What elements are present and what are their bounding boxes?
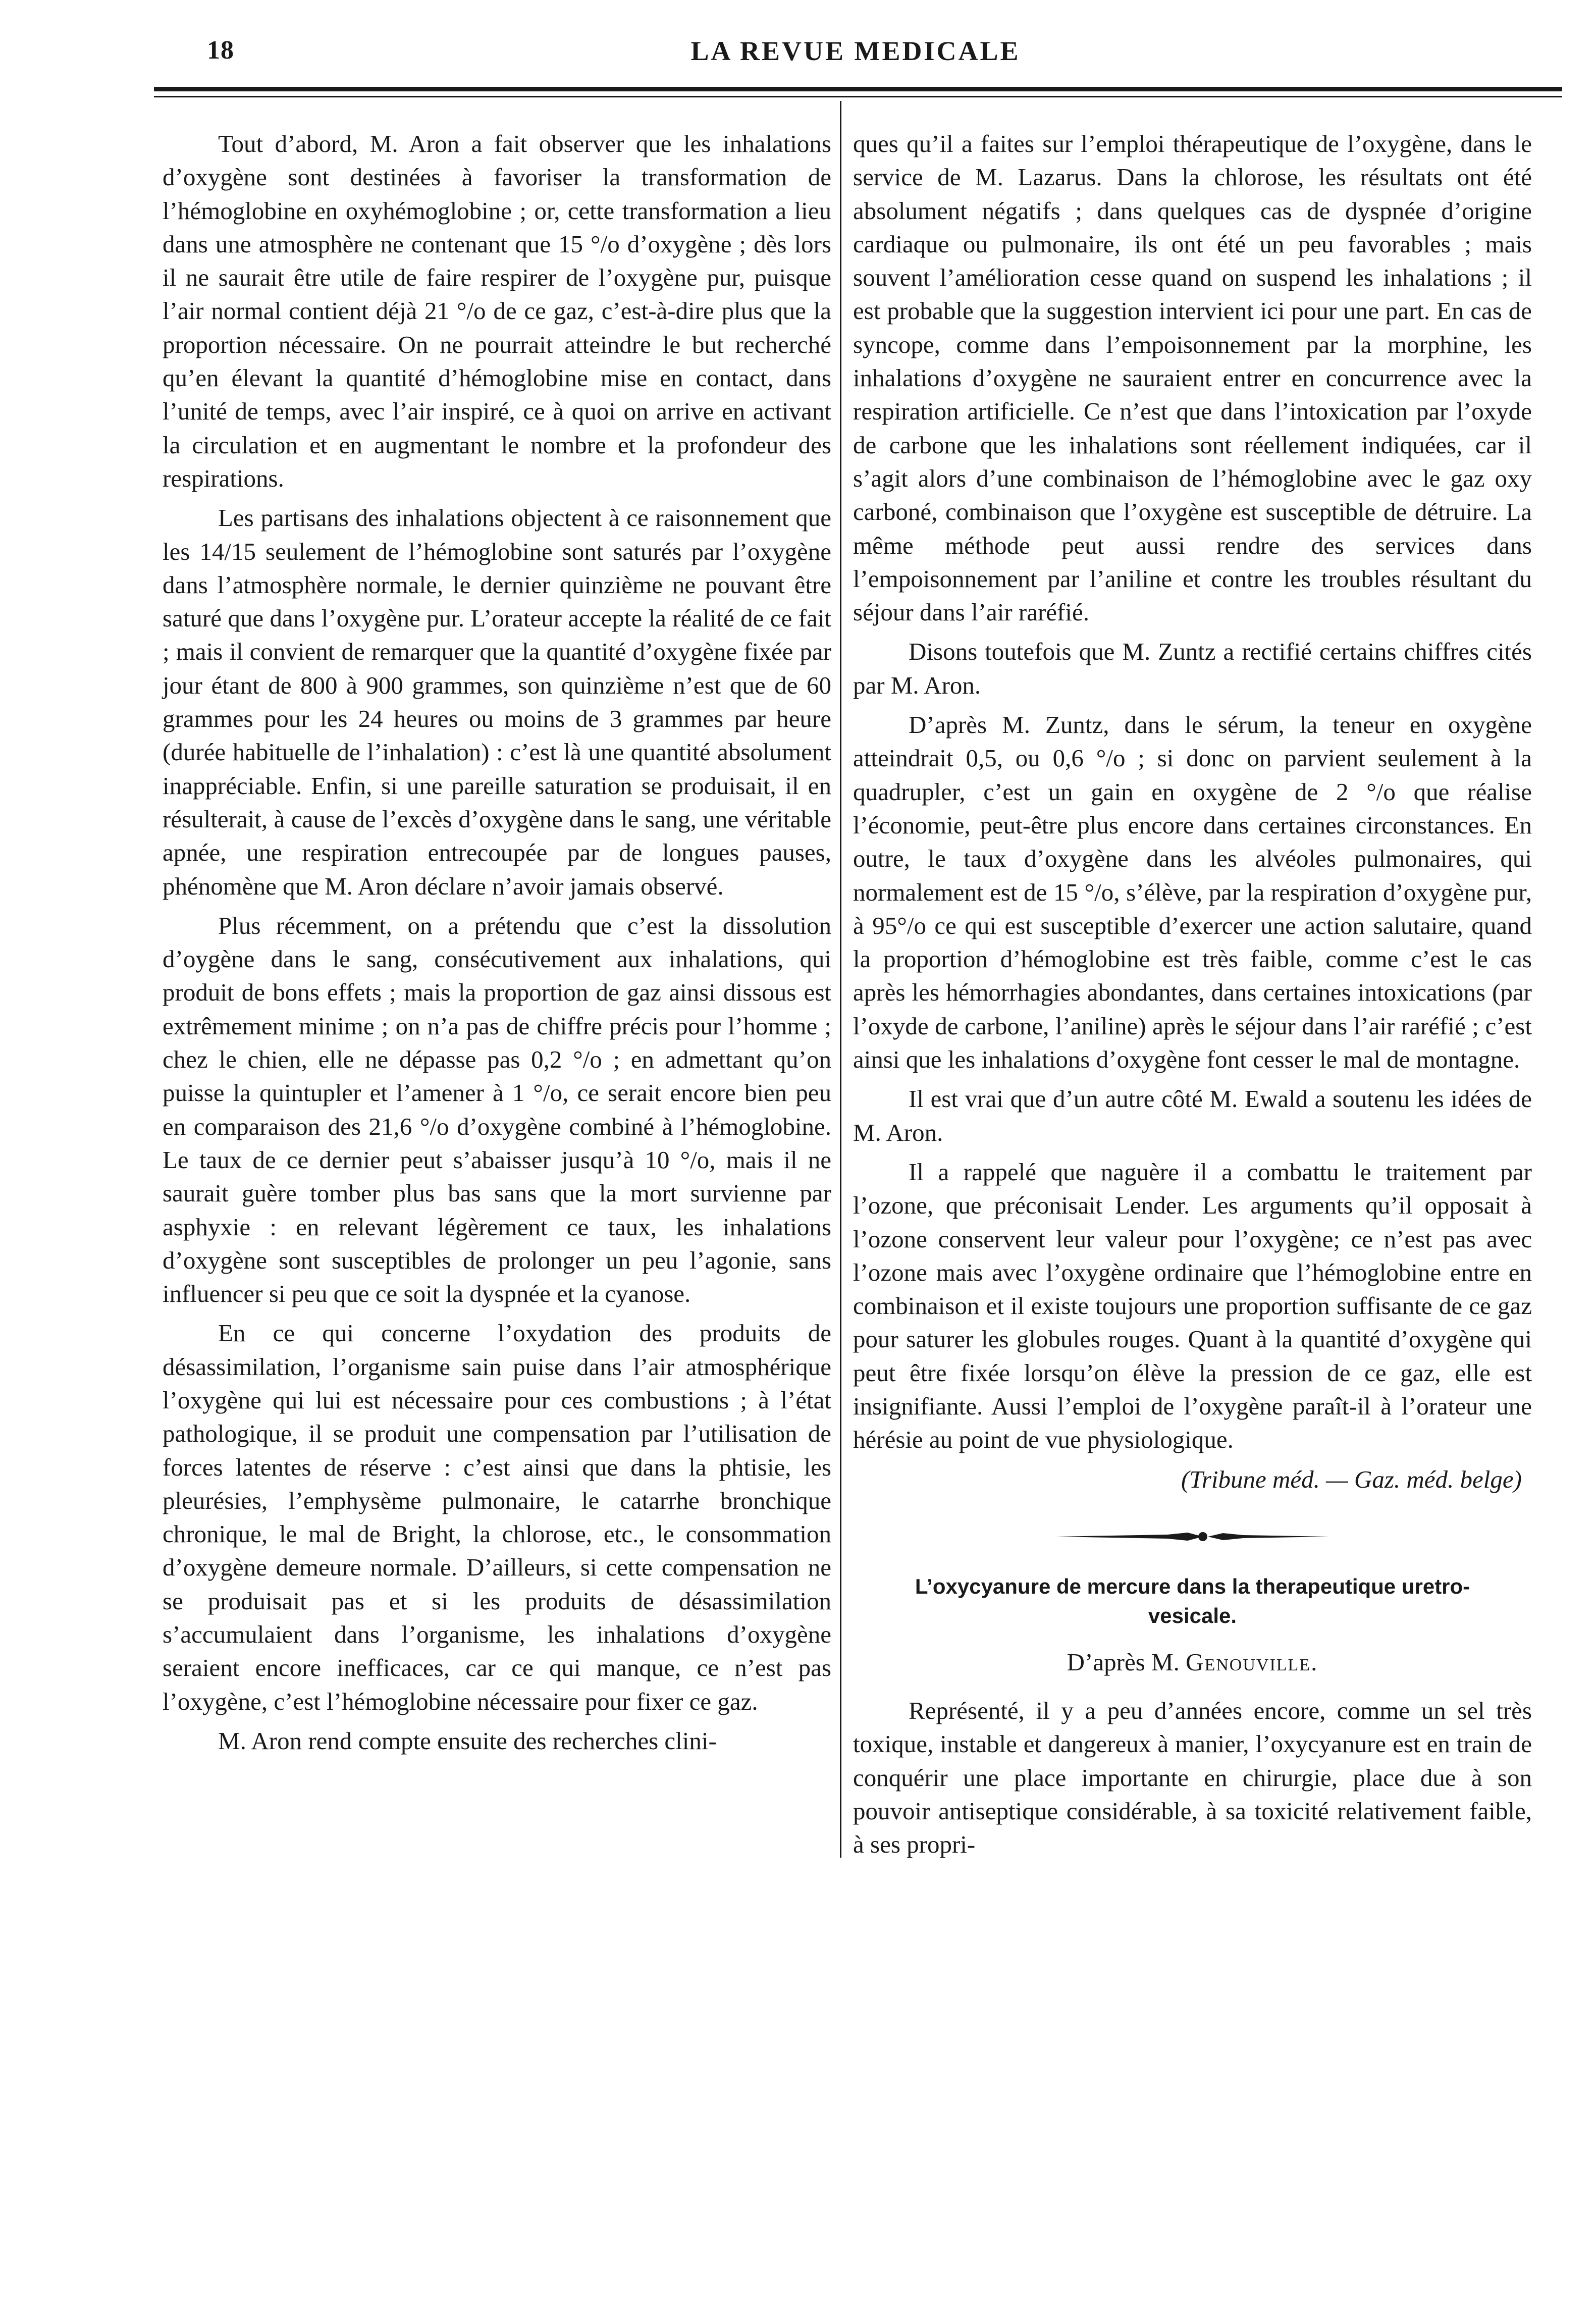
journal-title: LA REVUE MEDICALE — [690, 36, 1021, 66]
column-divider — [840, 101, 841, 1858]
header-rule-thick — [154, 87, 1562, 91]
section-divider-ornament — [1051, 1527, 1334, 1547]
paragraph: Les partisans des inhalations objectent à ce raisonnement que les 14/15 seulement de l’hémoglobine sont saturés par l’oxygène dans l’atmosphère normale, le dernier quinzième ne pouvant être saturé que dans l’oxygène pur. L’orateur accepte la réalité de ce fait ; mais il convient de remarquer que la quantité d’oxygène fixée par jour étant de 800 à 900 grammes, son quinzième n’est que de 60 grammes pour les 24 heures ou moins de 3 grammes par heure (durée habituelle de l’inhalation) : c’est là une quantité absolument inappréciable. Enfin, si une pareille saturation se produisait, il en résulterait, à cause de l’excès d’oxygène dans le sang, une véritable apnée, une respiration entrecoupée par de longues pauses, phénomène que M. Aron déclare n’avoir jamais observé. — [163, 504, 831, 900]
paragraph: D’après M. Zuntz, dans le sérum, la teneur en oxygène atteindrait 0,5, ou 0,6 °/o ; si donc on parvient seulement à la quadrupler, c’est un gain en oxygène de 2 °/o que réalise l’économie, peut-être plus encore dans certaines circonstances. En outre, le taux d’oxygène dans les alvéoles pulmonaires, qui normalement est de 15 °/o, s’élève, par la respiration d’oxygène pur, à 95°/o ce qui est susceptible d’exercer une action salutaire, quand la proportion d’hémoglobine est très faible, comme c’est le cas après les hémorrhagies abondantes, dans certaines intoxications (par l’oxyde de carbone, l’aniline) après le séjour dans l’air raréfié ; c’est ainsi que les inhalations d’oxygène font cesser le mal de montagne. — [853, 711, 1532, 1074]
paragraph: Plus récemment, on a prétendu que c’est la dissolution d’oygène dans le sang, consécutivement aux inhalations, qui produit de bons effets ; mais la proportion de gaz ainsi dissous est extrêmement minime ; on n’a pas de chiffre précis pour l’homme ; chez le chien, elle ne dépasse pas 0,2 °/o ; en admettant qu’on puisse la quintupler et l’amener à 1 °/o, ce serait encore bien peu en comparaison des 21,6 °/o d’oxygène combiné à l’hémoglobine. Le taux de ce dernier peut s’abaisser jusqu’à 10 °/o, mais il ne saurait guère tomber plus bas sans que la mort survienne par asphyxie : en relevant légèrement ce taux, les inhalations d’oxygène sont susceptibles de prolonger un peu l’agonie, sans influencer si peu que ce soit la dyspnée et la cyanose. — [163, 911, 831, 1308]
continued-paragraph: ques qu’il a faites sur l’emploi thérapeutique de l’oxygène, dans le service de M. Lazarus. Dans la chlorose, les résultats ont été absolument négatifs ; dans quelques cas de dyspnée d’origine cardiaque ou pulmonaire, ils ont été un peu favorables ; mais souvent l’amélioration cesse quand on suspend les inhalations ; il est probable que la suggestion intervient ici pour une part. En cas de syncope, comme dans l’empoisonnement par la morphine, les inhalations d’oxygène ne sauraient entrer en concurrence avec la respiration artificielle. Ce n’est que dans l’intoxication par l’oxyde de carbone que les inhalations sont réellement indiquées, car il s’agit alors d’une combinaison de l’hémoglobine avec le gaz oxy carboné, combinaison que l’oxygène est susceptible de détruire. La même méthode peut aussi rendre des services dans l’empoisonnement par l’aniline et contre les troubles résultant du séjour dans l’air raréfié. — [853, 130, 1532, 626]
header-rule-thin — [154, 96, 1562, 97]
byline-author: Genouville. — [1186, 1648, 1318, 1676]
running-header — [151, 35, 1560, 76]
paragraph: M. Aron rend compte ensuite des recherches clini- — [218, 1726, 717, 1755]
paragraph: Représenté, il y a peu d’années encore, comme un sel très toxique, instable et dangereux à manier, l’oxycyanure est en train de conquérir une place importante en chirurgie, place due à son pouvoir antiseptique considérable, à sa toxicité relativement faible, à ses propri- — [853, 1697, 1532, 1859]
byline — [853, 1646, 1532, 1679]
byline-prefix: D’après M. — [1067, 1648, 1180, 1676]
left-column — [163, 127, 831, 1764]
right-column — [853, 127, 1532, 1868]
source-citation: (Tribune méd. — Gaz. méd. belge) — [1181, 1465, 1522, 1493]
section-title: L’oxycyanure de mercure dans la therapeutique uretro-vesicale. — [915, 1574, 1470, 1627]
paragraph: En ce qui concerne l’oxydation des produits de désassimilation, l’organisme sain puise dans l’air atmosphérique l’oxygène qui lui est nécessaire pour ces combustions ; à l’état pathologique, il se produit une compensation par l’utilisation de forces latentes de réserve : c’est ainsi que dans la phtisie, les pleurésies, l’emphysème pulmonaire, le catarrhe bronchique chronique, le mal de Bright, la chlorose, etc., le consommation d’oxygène demeure normale. D’ailleurs, si cette compensation ne se produisait pas et si les produits de désassimilation s’accumulaient dans l’organisme, les inhalations d’oxygène seraient encore inefficaces, car ce qui manque, ce n’est pas l’oxygène, c’est l’hémoglobine nécessaire pour fixer ce gaz. — [163, 1319, 831, 1715]
paragraph: Tout d’abord, M. Aron a fait observer que les inhalations d’oxygène sont destinées à favoriser la transformation de l’hémoglobine en oxyhémoglobine ; or, cette transformation a lieu dans une atmosphère ne contenant que 15 °/o d’oxygène ; dès lors il ne saurait être utile de faire respirer de l’oxygène pur, puisque l’air normal contient déjà 21 °/o de ce gaz, c’est-à-dire plus que la proportion nécessaire. On ne pourrait atteindre le but recherché qu’en élevant la quantité d’hémoglobine mise en contact, dans l’unité de temps, avec l’air inspiré, ce à quoi on arrive en activant la circulation et en augmentant le nombre et la profondeur des respirations. — [163, 130, 831, 492]
page-number: 18 — [207, 36, 234, 65]
paragraph: Il a rappelé que naguère il a combattu le traitement par l’ozone, que préconisait Lender. Les arguments qu’il opposait à l’ozone conservent leur valeur pour l’oxygène; ce n’est pas avec l’ozone mais avec l’oxygène ordinaire que l’hémoglobine entre en combinaison et il existe toujours une proportion suffisante de ce gaz pour saturer les globules rouges. Quant à la quantité d’oxygène qui peut être fixée lorsqu’on élève la pression de ce gaz, elle est insignifiante. Aussi l’emploi de l’oxygène paraît-il à l’orateur une hérésie au point de vue physiologique. — [853, 1158, 1532, 1454]
paragraph: Disons toutefois que M. Zuntz a rectifié certains chiffres cités par M. Aron. — [853, 638, 1532, 699]
paragraph: Il est vrai que d’un autre côté M. Ewald a soutenu les idées de M. Aron. — [853, 1085, 1532, 1146]
